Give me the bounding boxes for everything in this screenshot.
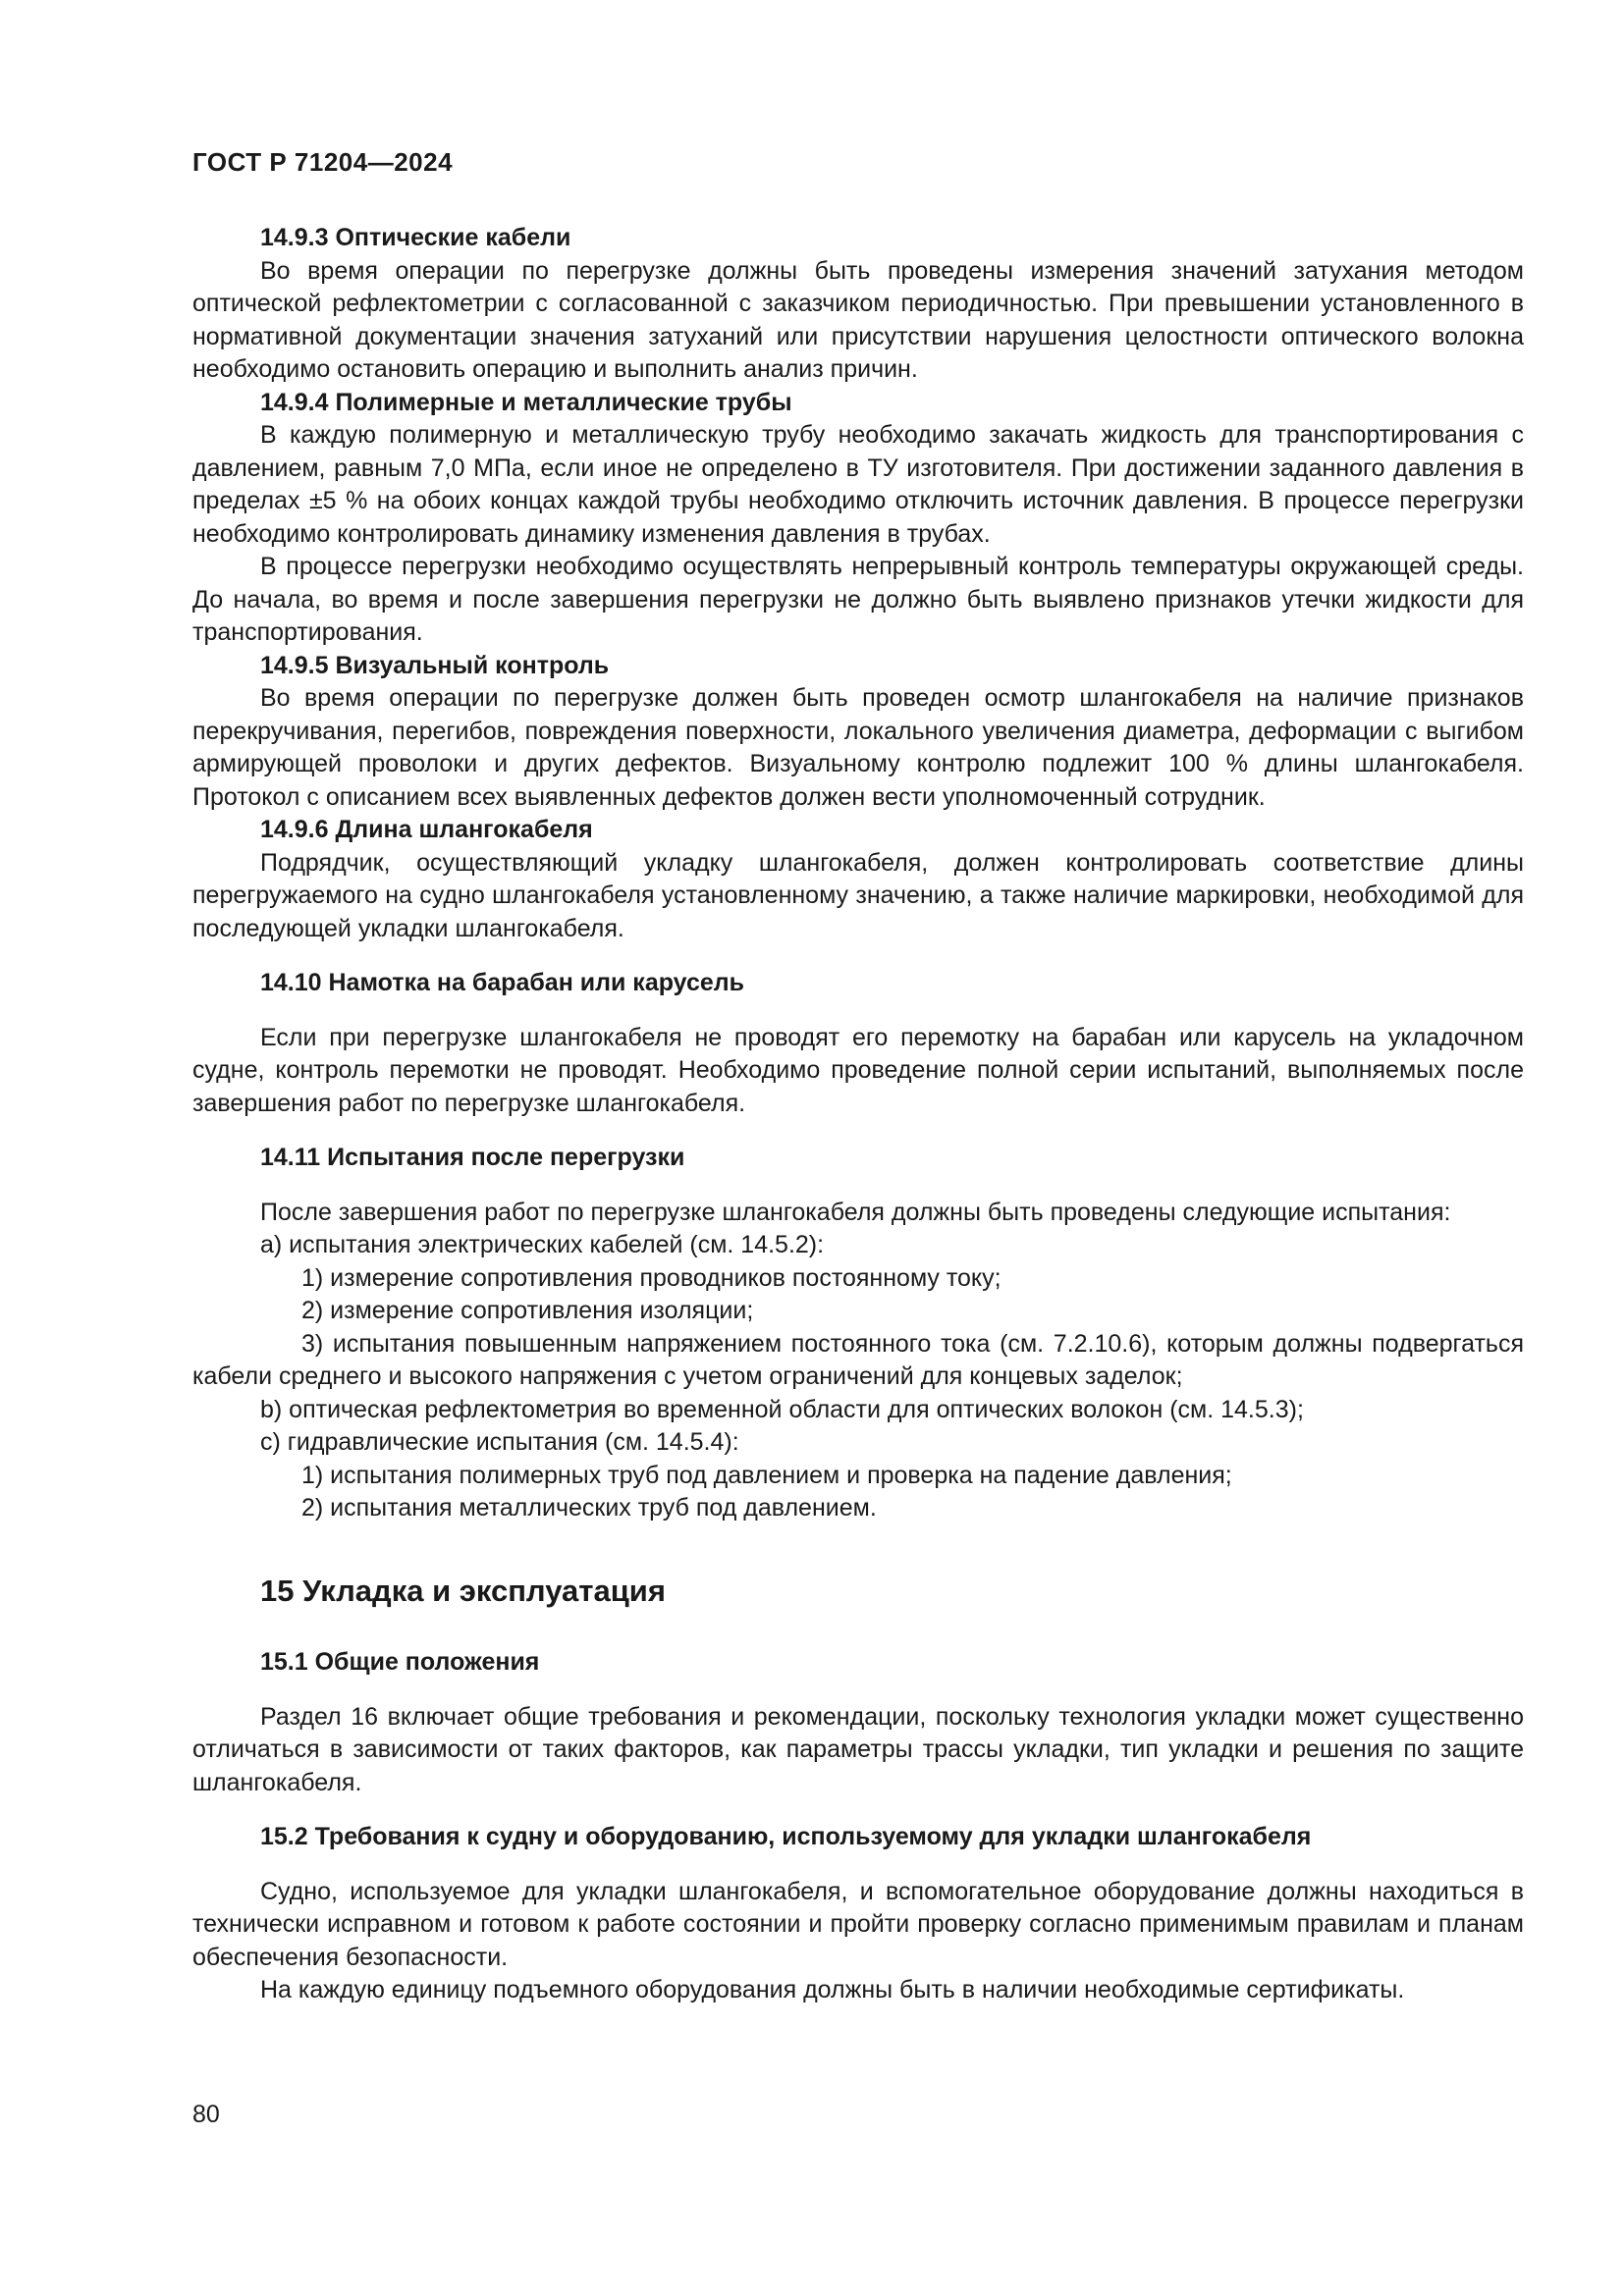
page-number: 80 <box>192 2101 220 2128</box>
list-item: 2) испытания металлических труб под давлением. <box>301 1494 877 1522</box>
heading-15: 15 Укладка и эксплуатация <box>260 1573 666 1608</box>
paragraph: Судно, используемое для укладки шлангокабеля, и вспомогательное оборудование должны находиться в технически исправном и готовом к работе состоянии и пройти проверку согласно применимым правилам и планам обеспечения безопасности. <box>192 1877 1524 1971</box>
paragraph: Если при перегрузке шлангокабеля не проводят его перемотку на барабан или карусель на укладочном судне, контроль перемотки не проводят. Необходимо проведение полной серии испытаний, выполняемых после завершения работ по перегрузке шлангокабеля. <box>192 1023 1524 1117</box>
list-item: 1) испытания полимерных труб под давлением и проверка на падение давления; <box>301 1461 1232 1489</box>
paragraph: Подрядчик, осуществляющий укладку шлангокабеля, должен контролировать соответствие длины перегружаемого на судно шлангокабеля установленному значению, а также наличие маркировки, необходимой для последующей укладки шлангокабеля. <box>192 848 1524 942</box>
paragraph: После завершения работ по перегрузке шлангокабеля должны быть проведены следующие испытания: <box>260 1198 1451 1226</box>
list-item: а) испытания электрических кабелей (см. 14.5.2): <box>260 1231 825 1258</box>
list-item: с) гидравлические испытания (см. 14.5.4): <box>260 1428 739 1456</box>
standard-header: ГОСТ Р 71204—2024 <box>192 147 454 177</box>
heading-15-2: 15.2 Требования к судну и оборудованию, используемому для укладки шлангокабеля <box>260 1823 1312 1850</box>
heading-14-9-6: 14.9.6 Длина шлангокабеля <box>260 816 593 843</box>
paragraph: Во время операции по перегрузке должны быть проведены измерения значений затухания методом оптической рефлектометрии с согласованной с заказчиком периодичностью. При превышении установленного в нормативной документации значения затуханий или присутствии нарушения целостности оптического волокна необходимо остановить операцию и выполнить анализ причин. <box>192 256 1524 383</box>
paragraph: Во время операции по перегрузке должен быть проведен осмотр шлангокабеля на наличие признаков перекручивания, перегибов, повреждения поверхности, локального увеличения диаметра, деформации с выгибом армирующей проволоки и других дефектов. Визуальному контролю подлежит 100 % длины шлангокабеля. Протокол с описанием всех выявленных дефектов должен вести уполномоченный сотрудник. <box>192 684 1524 811</box>
list-item: 1) измерение сопротивления проводников постоянному току; <box>301 1263 1001 1292</box>
paragraph: В процессе перегрузки необходимо осуществлять непрерывный контроль температуры окружающей среды. До начала, во время и после завершения перегрузки не должно быть выявлено признаков утечки жидкости для транспортирования. <box>192 553 1524 646</box>
heading-14-11: 14.11 Испытания после перегрузки <box>260 1144 685 1171</box>
heading-14-9-3: 14.9.3 Оптические кабели <box>260 224 571 251</box>
paragraph: Раздел 16 включает общие требования и рекомендации, поскольку технология укладки может существенно отличаться в зависимости от таких факторов, как параметры трассы укладки, тип укладки и решения по защите шлангокабеля. <box>192 1702 1524 1796</box>
heading-14-10: 14.10 Намотка на барабан или карусель <box>260 969 745 996</box>
heading-15-1: 15.1 Общие положения <box>260 1648 540 1676</box>
list-item: 2) измерение сопротивления изоляции; <box>301 1297 754 1324</box>
list-item: b) оптическая рефлектометрия во временной области для оптических волокон (см. 14.5.3); <box>260 1395 1304 1423</box>
paragraph: В каждую полимерную и металлическую трубу необходимо закачать жидкость для транспортирования с давлением, равным 7,0 МПа, если иное не определено в ТУ изготовителя. При достижении заданного давления в пределах ±5 % на обоих концах каждой трубы необходимо отключить источник давления. В процессе перегрузки необходимо контролировать динамику изменения давления в трубах. <box>192 421 1524 548</box>
paragraph: На каждую единицу подъемного оборудования должны быть в наличии необходимые сертификаты. <box>260 1976 1405 2003</box>
list-item: 3) испытания повышенным напряжением постоянного тока (см. 7.2.10.6), которым должны подвергаться кабели среднего и высокого напряжения с учетом ограничений для концевых заделок; <box>192 1329 1524 1390</box>
document-body <box>192 222 1524 2007</box>
heading-14-9-4: 14.9.4 Полимерные и металлические трубы <box>260 388 792 416</box>
heading-14-9-5: 14.9.5 Визуальный контроль <box>260 651 610 679</box>
